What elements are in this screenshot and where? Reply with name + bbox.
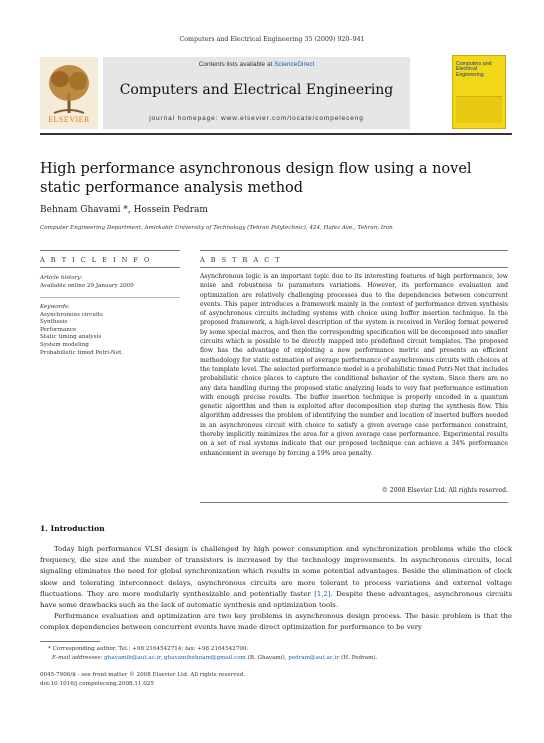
footnote-rule <box>40 641 100 642</box>
keywords-block <box>40 304 180 357</box>
abstract-rule-top <box>200 250 508 251</box>
front-matter-note <box>40 671 245 689</box>
copyright-line: © 2008 Elsevier Ltd. All rights reserved. <box>381 487 508 494</box>
cover-title: Computers and Electrical Engineering <box>456 61 492 78</box>
article-authors: Behnam Ghavami *, Hossein Pedram <box>40 205 208 215</box>
introduction-body <box>40 544 512 634</box>
email-addresses <box>40 654 512 663</box>
history-value: Available online 29 January 2009 <box>40 282 134 289</box>
keyword-item: System modeling <box>40 341 89 348</box>
corresponding-author: * Corresponding author. Tel.: +98 2164542714; fax: +98 2164542700. <box>48 646 249 652</box>
paragraph-text: . Despite these advantages, asynchronous circuits have some drawbacks such as the lack of automatic synthesis and optimization tools. <box>40 589 512 610</box>
article-title: High performance asynchronous design flow using a novel static performance analysis method <box>40 161 472 196</box>
journal-title: Computers and Electrical Engineering <box>119 82 394 98</box>
article-info-rule <box>40 267 180 268</box>
abstract-text: Asynchronous logic is an important topic due to its interesting features of high performance, low noise and robustness to parameters variations. However, its performance evaluation and optimization are relatively challenging processes due to the dependencies between concurrent events. This paper introduces a framework mainly in the context of performance driven synthesis of asynchronous circuits including systems with choice using buffer insertion technique. In the proposed framework, a high-level description of the system is received in Verilog format powered by some special macros, and then the corresponding specification will be decomposed into smaller circuits which is possible to be directly mapped into predefined circuit templates. The proposed flow has the advantage of exploiting a new performance metric and presents an efficient methodology for static estimation of average performance of asynchronous circuits with choices at the template level. The selected performance model is a probabilistic timed Petri-Net that includes probabilistic choice places to capture the conditional behavior of the system. Since there are no any data handling during the proposed static analyzing leads to very fast performance estimation with enough precise results. The buffer insertion technique is properly encoded in a quantum genetic algorithm and then is exploited after decomposition step during the synthesis flow. This algorithm addresses the problem of identifying the number and location of inserted buffers needed in an asynchronous circuit with choice to satisfy a given average case performance constraint, thereby implicitly minimizes the area for a given average case performance. Experimental results on a set of real systems indicate that our proposed technique can achieve a 34% performance enhancement in average by forcing a 19% area penalty. <box>200 273 508 457</box>
author-affiliation: Computer Engineering Department, Amirkabir University of Technology (Tehran Polytechnic), 424, Hafez Ave., Tehran, Iran <box>40 225 393 231</box>
email-label: E-mail addresses: <box>52 655 105 661</box>
issn-line: 0045-7906/$ - see front matter © 2008 Elsevier Ltd. All rights reserved. <box>40 672 246 678</box>
keywords-rule <box>40 297 180 298</box>
email-link[interactable]: pedram@aut.ac.ir <box>288 655 340 661</box>
elsevier-wordmark: ELSEVIER <box>48 115 90 124</box>
journal-banner <box>40 55 512 131</box>
email-link[interactable]: ghavamib@aut.ac.ir <box>104 655 161 661</box>
keywords-label: Keywords: <box>40 304 70 310</box>
paragraph-text: Today high performance VLSI design is challenged by high power consumption and synchronization problems while the clock frequency, die size and the number of transistors is increased by the technology improvements. In asynchronous circuits, local signaling eliminates the need for global synchronization which results in some potential advantages. Beside the elimination of clock skew and tolerating interconnect delays, asynchronous circuits are more tolerant to process variations and external voltage fluctuations. They are more modularly synthesizable and potentially faster <box>40 545 512 598</box>
keyword-item: Probabilistic timed Petri-Net <box>40 349 122 356</box>
keyword-item: Static timing analysis <box>40 334 102 341</box>
keyword-item: Performance <box>40 326 77 333</box>
keyword-item: Synthesis <box>40 319 68 326</box>
doi-line[interactable]: doi:10.1016/j.compeleceng.2008.11.025 <box>40 681 154 687</box>
history-label: Article history: <box>40 275 83 281</box>
contents-line <box>103 61 410 68</box>
journal-info-box <box>103 57 410 129</box>
sciencedirect-link[interactable]: ScienceDirect <box>274 61 315 68</box>
section-heading-introduction: 1. Introduction <box>40 524 105 533</box>
separator: , <box>160 655 165 661</box>
elsevier-logo <box>40 57 98 129</box>
keyword-item: Asynchronous circuits <box>40 311 103 318</box>
author-name: (H. Pedram). <box>339 655 378 661</box>
abstract-rule <box>200 267 508 268</box>
journal-homepage[interactable]: journal homepage: www.elsevier.com/locate/compeleceng <box>149 115 364 122</box>
cover-panel <box>456 96 502 123</box>
citation-link[interactable]: [1,2] <box>314 589 331 598</box>
footnote <box>40 645 512 663</box>
running-header: Computers and Electrical Engineering 35 (2009) 920–941 <box>179 36 365 43</box>
abstract-heading: A B S T R A C T <box>200 256 282 264</box>
article-info-heading: A R T I C L E I N F O <box>40 256 152 264</box>
journal-cover-image <box>452 55 506 129</box>
paragraph <box>40 544 512 611</box>
header-rule <box>40 133 512 135</box>
article-history <box>40 275 180 290</box>
email-link[interactable]: ghavamibehnam@gmail.com <box>164 655 246 661</box>
article-info-rule-top <box>40 250 180 251</box>
abstract-rule-bottom <box>200 502 508 503</box>
author-name: (B. Ghavami), <box>245 655 289 661</box>
contents-prefix: Contents lists available at <box>198 61 275 68</box>
paragraph: Performance evaluation and optimization are two key problems in asynchronous design process. The basic problem is that the complex dependencies between concurrent events have made direct optimization for performance to be very <box>40 612 512 632</box>
